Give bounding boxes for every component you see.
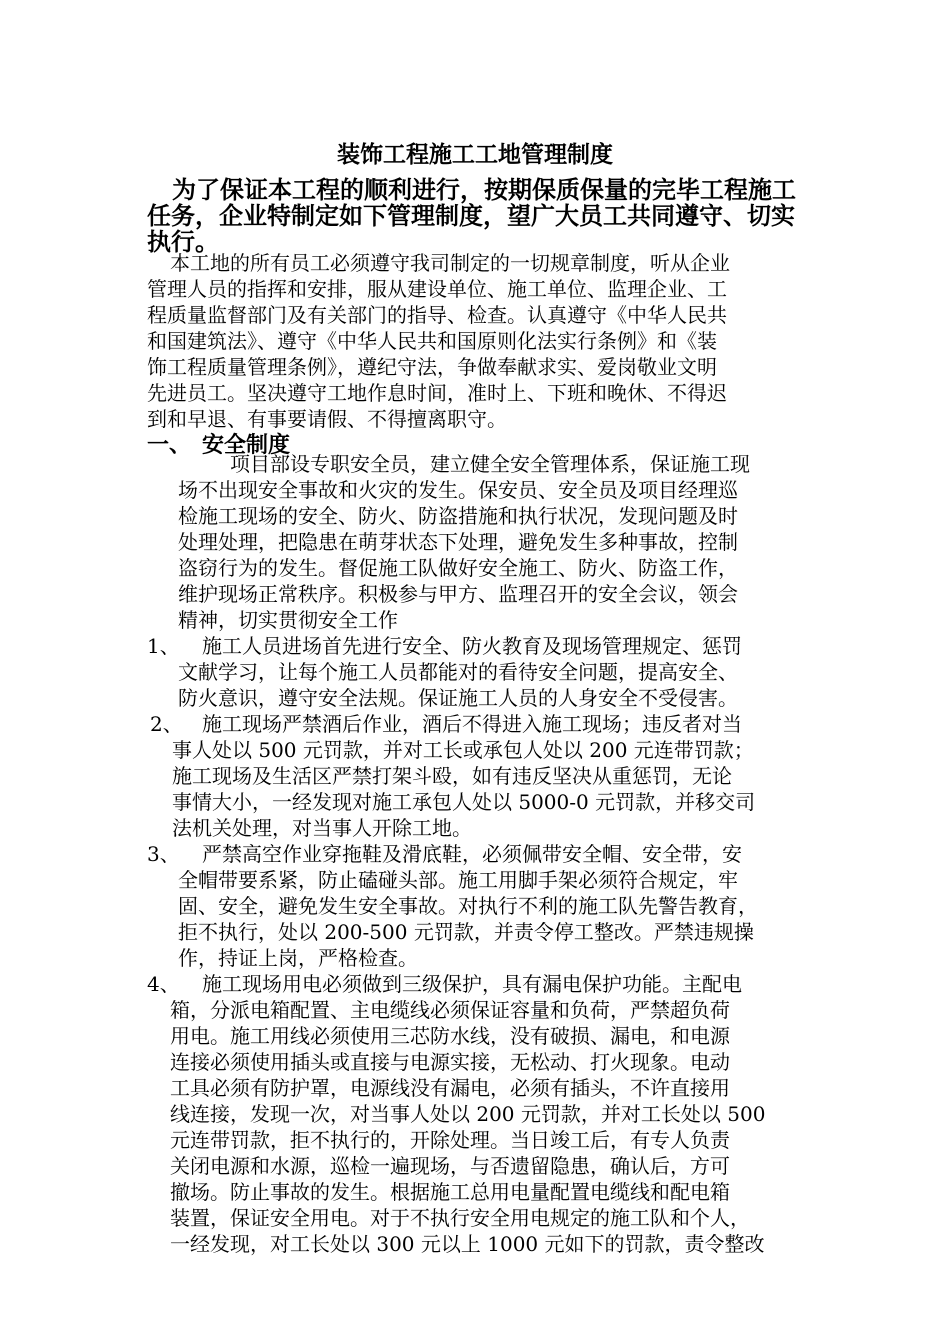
intro-line: 为了保证本工程的顺利进行，按期保质保量的完毕工程施工	[172, 175, 796, 204]
section-paragraph-line: 维护现场正常秩序。积极参与甲方、监理召开的安全会议，领会	[178, 582, 738, 606]
section-paragraph-line: 检施工现场的安全、防火、防盗措施和执行状况，发现问题及时	[178, 504, 738, 528]
item-line: 严禁高空作业穿拖鞋及滑底鞋，必须佩带安全帽、安全带，安	[202, 842, 742, 866]
item-line: 作，持证上岗，严格检查。	[178, 946, 418, 970]
general-paragraph-line: 和国建筑法》、遵守《中华人民共和国原则化法实行条例》和《装	[147, 329, 717, 353]
document-title: 装饰工程施工工地管理制度	[337, 141, 613, 168]
item-line: 一经发现，对工长处以 300 元以上 1000 元如下的罚款，责令整改	[170, 1232, 765, 1256]
item-line: 事人处以 500 元罚款，并对工长或承包人处以 200 元连带罚款；	[172, 738, 754, 762]
item-line: 用电。施工用线必须使用三芯防水线，没有破损、漏电，和电源	[170, 1024, 730, 1048]
item-line: 箱，分派电箱配置、主电缆线必须保证容量和负荷，严禁超负荷	[170, 998, 730, 1022]
item-line: 连接必须使用插头或直接与电源实接，无松动、打火现象。电动	[170, 1050, 730, 1074]
general-paragraph-line: 管理人员的指挥和安排，服从建设单位、施工单位、监理企业、工	[147, 277, 727, 301]
item-line: 元连带罚款，拒不执行的，开除处理。当日竣工后，有专人负责	[170, 1128, 730, 1152]
item-line: 施工人员进场首先进行安全、防火教育及现场管理规定、惩罚	[202, 634, 742, 658]
item-line: 拒不执行，处以 200-500 元罚款，并责令停工整改。严禁违规操	[178, 920, 754, 944]
section-paragraph-line: 精神，切实贯彻安全工作	[178, 608, 398, 632]
section-paragraph-line: 处理处理，把隐患在萌芽状态下处理，避免发生多种事故，控制	[178, 530, 738, 554]
section-number: 一、	[147, 432, 192, 458]
item-line: 工具必须有防护罩，电源线没有漏电，必须有插头，不许直接用	[170, 1076, 730, 1100]
general-paragraph-line: 饰工程质量管理条例》，遵纪守法，争做奉献求实、爱岗敬业文明	[147, 355, 717, 379]
item-line: 事情大小，一经发现对施工承包人处以 5000-0 元罚款，并移交司	[172, 790, 756, 814]
section-paragraph-line: 项目部设专职安全员，建立健全安全管理体系，保证施工现	[230, 452, 750, 476]
intro-line: 执行。	[147, 227, 219, 256]
item-number: 4、	[147, 972, 180, 996]
item-line: 施工现场严禁酒后作业，酒后不得进入施工现场；违反者对当	[202, 712, 742, 736]
item-number: 1、	[147, 634, 180, 658]
general-paragraph-line: 到和早退、有事要请假、不得擅离职守。	[147, 407, 507, 431]
item-line: 施工现场及生活区严禁打架斗殴，如有违反坚决从重惩罚，无论	[172, 764, 732, 788]
item-line: 装置，保证安全用电。对于不执行安全用电规定的施工队和个人，	[170, 1206, 750, 1230]
general-paragraph-line: 本工地的所有员工必须遵守我司制定的一切规章制度，听从企业	[170, 251, 730, 275]
item-line: 施工现场用电必须做到三级保护，具有漏电保护功能。主配电	[202, 972, 742, 996]
item-line: 全帽带要系紧，防止磕碰头部。施工用脚手架必须符合规定，牢	[178, 868, 738, 892]
general-paragraph-line: 先进员工。坚决遵守工地作息时间，准时上、下班和晚休、不得迟	[147, 381, 727, 405]
item-line: 防火意识，遵守安全法规。保证施工人员的人身安全不受侵害。	[178, 686, 738, 710]
item-line: 文献学习，让每个施工人员都能对的看待安全问题，提高安全、	[178, 660, 738, 684]
intro-line: 任务，企业特制定如下管理制度，望广大员工共同遵守、切实	[147, 201, 795, 230]
item-number: 2、	[150, 712, 183, 736]
item-line: 固、安全，避免发生安全事故。对执行不利的施工队先警告教育，	[178, 894, 758, 918]
item-number: 3、	[147, 842, 180, 866]
section-heading: 安全制度	[202, 432, 291, 458]
section-paragraph-line: 场不出现安全事故和火灾的发生。保安员、安全员及项目经理巡	[178, 478, 738, 502]
item-line: 关闭电源和水源，巡检一遍现场，与否遗留隐患，确认后，方可	[170, 1154, 730, 1178]
item-line: 线连接，发现一次，对当事人处以 200 元罚款，并对工长处以 500	[170, 1102, 766, 1126]
general-paragraph-line: 程质量监督部门及有关部门的指导、检查。认真遵守《中华人民共	[147, 303, 727, 327]
item-line: 撤场。防止事故的发生。根据施工总用电量配置电缆线和配电箱	[170, 1180, 730, 1204]
section-paragraph-line: 盗窃行为的发生。督促施工队做好安全施工、防火、防盗工作，	[178, 556, 738, 580]
item-line: 法机关处理，对当事人开除工地。	[172, 816, 472, 840]
